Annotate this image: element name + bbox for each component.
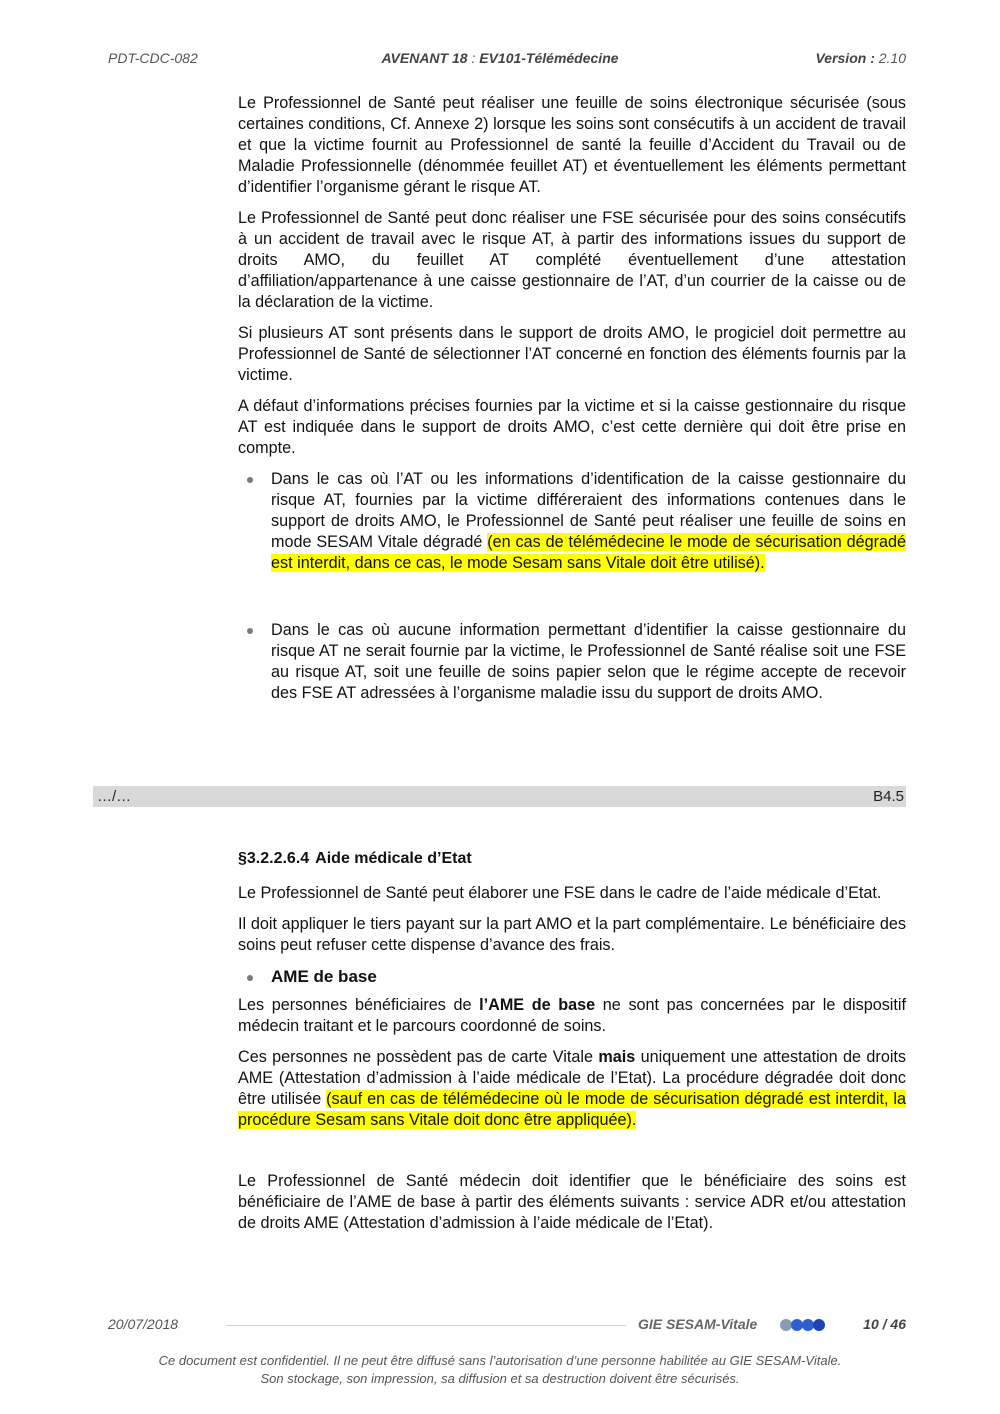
paragraph: Le Professionnel de Santé peut donc réaliser une FSE sécurisée pour des soins consécutifs à un accident de travail avec le risque AT, à partir des informations issues du support de droits AMO, du feuillet AT complété éventuellement d’une attestation d’affiliation/appartenance à une caisse gestionnaire de l’AT, d’un courrier de la caisse ou de la déclaration de la victime.	[238, 209, 906, 311]
version-value: 2.10	[874, 50, 906, 66]
bullet-text: Dans le cas où aucune information permettant d’identifier la caisse gestionnaire du risque AT ne serait fournie par la victime, le Professionnel de Santé réalise soit une FSE au risque AT, soit une feuille de soins papier selon que le régime accepte de recevoir des FSE AT adressées à l’organisme maladie issu du support de droits AMO.	[271, 621, 906, 702]
paragraph	[238, 1047, 906, 1131]
paragraph: Le Professionnel de Santé peut élaborer une FSE dans le cadre de l’aide médicale d’Etat.	[238, 884, 882, 902]
sesam-vitale-logo-icon	[778, 1317, 828, 1333]
page-footer	[0, 1316, 1000, 1340]
footer-divider	[226, 1325, 626, 1326]
paragraph: Le Professionnel de Santé médecin doit identifier que le bénéficiaire des soins est bénéficiaire de l’AME de base à partir des éléments suivants : service ADR et/ou attestation de droits AME (Attestation d’admission à l’aide médicale de l’Etat).	[238, 1172, 906, 1232]
notice-line: Son stockage, son impression, sa diffusion et sa destruction doivent être sécurisés.	[260, 1371, 740, 1386]
footer-organization: GIE SESAM-Vitale	[638, 1316, 758, 1332]
subheading-label: AME de base	[271, 967, 377, 986]
subheading-bullet	[238, 966, 906, 987]
footer-date: 20/07/2018	[108, 1316, 179, 1332]
title-separator: :	[467, 50, 480, 66]
bold-text: mais	[598, 1048, 636, 1066]
page-header	[0, 50, 1000, 74]
continuation-mark: …/…	[97, 788, 132, 805]
text-run: uniquement une attestation de droits AME (Attestation d’admission à l’aide médicale de l’Etat). La procédure dégradée doit donc être utilisée	[238, 1048, 907, 1108]
text-run: ne sont pas concernées par le dispositif médecin traitant et le parcours coordonné de soins.	[238, 996, 906, 1035]
bullet-icon	[247, 628, 253, 634]
title-amendment: AVENANT 18	[381, 50, 468, 66]
text-run: Les personnes bénéficiaires de	[238, 996, 480, 1014]
paragraph: Il doit appliquer le tiers payant sur la part AMO et la part complémentaire. Le bénéficiaire des soins peut refuser cette dispense d’avance des frais.	[238, 915, 906, 954]
bullet-icon	[247, 975, 253, 981]
paragraph: Le Professionnel de Santé peut réaliser une feuille de soins électronique sécurisée (sous certaines conditions, Cf. Annexe 2) lorsque les soins sont consécutifs à un accident de travail et que la victime fournit au Professionnel de santé la feuille d’Accident du Travail ou de Maladie Professionnelle (dénommée feuillet AT) et éventuellement les éléments permettant d’identifier l’organisme gérant le risque AT.	[238, 94, 906, 196]
text-run: Ces personnes ne possèdent pas de carte Vitale	[238, 1048, 599, 1066]
list-item	[238, 469, 906, 574]
paragraph: Si plusieurs AT sont présents dans le support de droits AMO, le progiciel doit permettre au Professionnel de Santé de sélectionner l’AT concerné en fonction des éléments fournis par la victime.	[238, 324, 906, 384]
document-reference: PDT-CDC-082	[108, 50, 198, 66]
highlighted-text: (en cas de télémédecine le mode de sécurisation dégradé est interdit, dans ce cas, le mode Sesam sans Vitale doit être utilisé).	[271, 533, 906, 572]
version-label: Version :	[815, 50, 875, 66]
document-version	[815, 50, 906, 66]
bullet-list	[238, 469, 906, 704]
bold-text: l’AME de base	[479, 996, 596, 1014]
confidentiality-notice	[0, 1352, 1000, 1388]
revision-separator-bar	[93, 786, 906, 807]
page-number: 10 / 46	[863, 1316, 906, 1332]
title-subject: EV101-Télémédecine	[479, 50, 619, 66]
section-number: §3.2.2.6.4	[238, 850, 310, 867]
list-item	[238, 620, 906, 704]
highlighted-text: (sauf en cas de télémédecine où le mode de sécurisation dégradé est interdit, la procédure Sesam sans Vitale doit donc être appliquée).	[238, 1090, 907, 1129]
section-heading	[238, 848, 906, 869]
main-content-lower	[238, 848, 906, 1244]
list-spacer	[238, 574, 906, 620]
revision-reference: B4.5	[873, 788, 904, 805]
main-content-upper	[238, 93, 906, 704]
paragraph: A défaut d’informations précises fournies par la victime et si la caisse gestionnaire du risque AT est indiquée dans le support de droits AMO, c’est cette dernière qui doit être prise en compte.	[238, 397, 906, 457]
spacer	[238, 1141, 906, 1171]
bullet-text: Dans le cas où l’AT ou les informations d’identification de la caisse gestionnaire du risque AT, fournies par la victime différeraient des informations contenues dans le support de droits AMO, le Professionnel de Santé peut réaliser une feuille de soins en mode SESAM Vitale dégradé	[271, 470, 906, 551]
bullet-icon	[247, 477, 253, 483]
notice-line: Ce document est confidentiel. Il ne peut être diffusé sans l’autorisation d’une personne habilitée au GIE SESAM-Vitale.	[158, 1353, 842, 1368]
section-title: Aide médicale d’Etat	[315, 850, 472, 867]
paragraph	[238, 995, 906, 1037]
